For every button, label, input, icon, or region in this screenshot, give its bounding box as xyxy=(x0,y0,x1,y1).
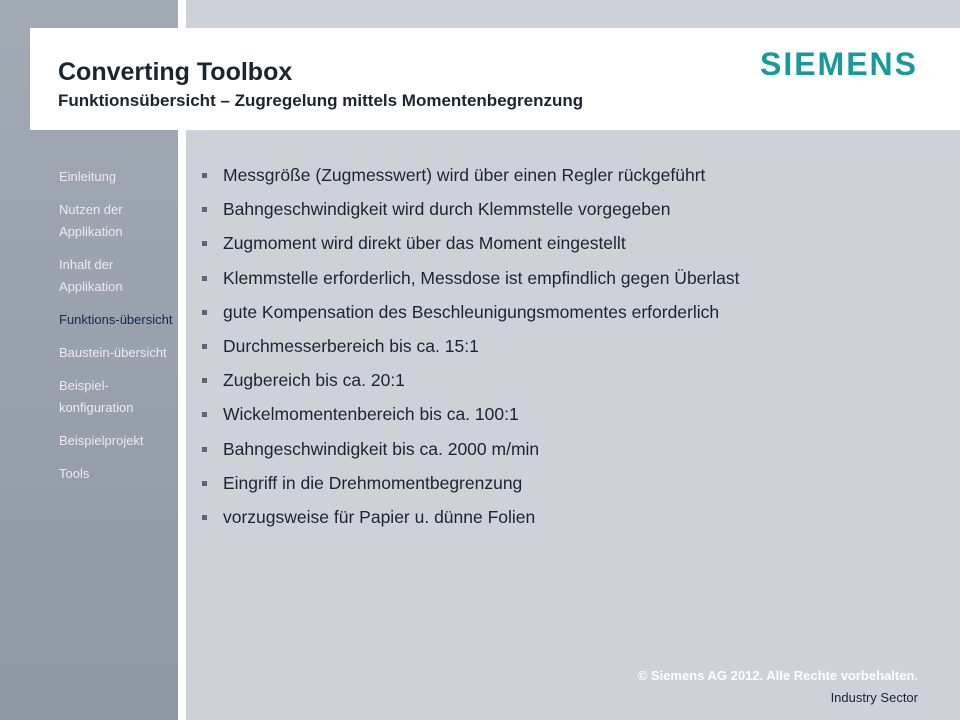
sidebar-item-bausteinuebersicht[interactable]: Baustein-übersicht xyxy=(59,345,167,360)
bullet-text: vorzugsweise für Papier u. dünne Folien xyxy=(223,506,536,527)
list-item xyxy=(199,233,939,267)
sidebar-item-beispielprojekt[interactable]: Beispielprojekt xyxy=(59,433,144,448)
list-item xyxy=(199,336,939,370)
square-bullet-icon xyxy=(202,412,207,417)
square-bullet-icon xyxy=(202,276,207,281)
list-item xyxy=(199,439,939,473)
list-item xyxy=(199,370,939,404)
sidebar-item-nutzen[interactable]: Nutzen der Applikation xyxy=(59,202,123,239)
sidebar-item-tools[interactable]: Tools xyxy=(59,466,90,481)
bullet-text: Eingriff in die Drehmomentbegrenzung xyxy=(223,472,523,493)
square-bullet-icon xyxy=(202,173,207,178)
bullet-text: Zugbereich bis ca. 20:1 xyxy=(223,370,405,391)
bullet-text: Messgröße (Zugmesswert) wird über einen Regler rückgeführt xyxy=(223,165,706,185)
siemens-logo: SIEMENS xyxy=(759,46,918,82)
square-bullet-icon xyxy=(202,344,207,349)
list-item xyxy=(199,165,939,199)
footer-copyright: © Siemens AG 2012. Alle Rechte vorbehalten. xyxy=(637,668,918,683)
list-item xyxy=(199,199,939,233)
bullet-list xyxy=(199,165,939,541)
page-subtitle: Funktionsübersicht – Zugregelung mittels Momentenbegrenzung xyxy=(58,91,584,110)
footer-sector: Industry Sector xyxy=(830,690,918,705)
header-bar xyxy=(30,28,960,130)
square-bullet-icon xyxy=(202,447,207,452)
sidebar-item-beispielkonfiguration[interactable]: Beispiel-konfiguration xyxy=(59,378,134,415)
square-bullet-icon xyxy=(202,207,207,212)
sidebar-item-einleitung[interactable]: Einleitung xyxy=(59,169,117,184)
square-bullet-icon xyxy=(202,515,207,520)
bullet-text: gute Kompensation des Beschleunigungsmomentes erforderlich xyxy=(223,301,720,322)
page-title: Converting Toolbox xyxy=(58,58,293,86)
sidebar-nav xyxy=(59,166,177,496)
sidebar-item-funktionsuebersicht[interactable]: Funktions-übersicht xyxy=(59,312,173,327)
bullet-text: Durchmesserbereich bis ca. 15:1 xyxy=(223,335,479,356)
square-bullet-icon xyxy=(202,378,207,383)
bullet-text: Wickelmomentenbereich bis ca. 100:1 xyxy=(223,404,519,425)
list-item xyxy=(199,268,939,302)
square-bullet-icon xyxy=(202,241,207,246)
sidebar-item-inhalt[interactable]: Inhalt der Applikation xyxy=(59,257,123,294)
bullet-text: Bahngeschwindigkeit wird durch Klemmstelle vorgegeben xyxy=(223,199,671,220)
square-bullet-icon xyxy=(202,310,207,315)
list-item xyxy=(199,507,939,541)
square-bullet-icon xyxy=(202,481,207,486)
list-item xyxy=(199,404,939,438)
bullet-text: Klemmstelle erforderlich, Messdose ist empfindlich gegen Überlast xyxy=(223,267,740,288)
list-item xyxy=(199,473,939,507)
bullet-text: Bahngeschwindigkeit bis ca. 2000 m/min xyxy=(223,438,540,459)
bullet-text: Zugmoment wird direkt über das Moment eingestellt xyxy=(223,233,626,254)
list-item xyxy=(199,302,939,336)
